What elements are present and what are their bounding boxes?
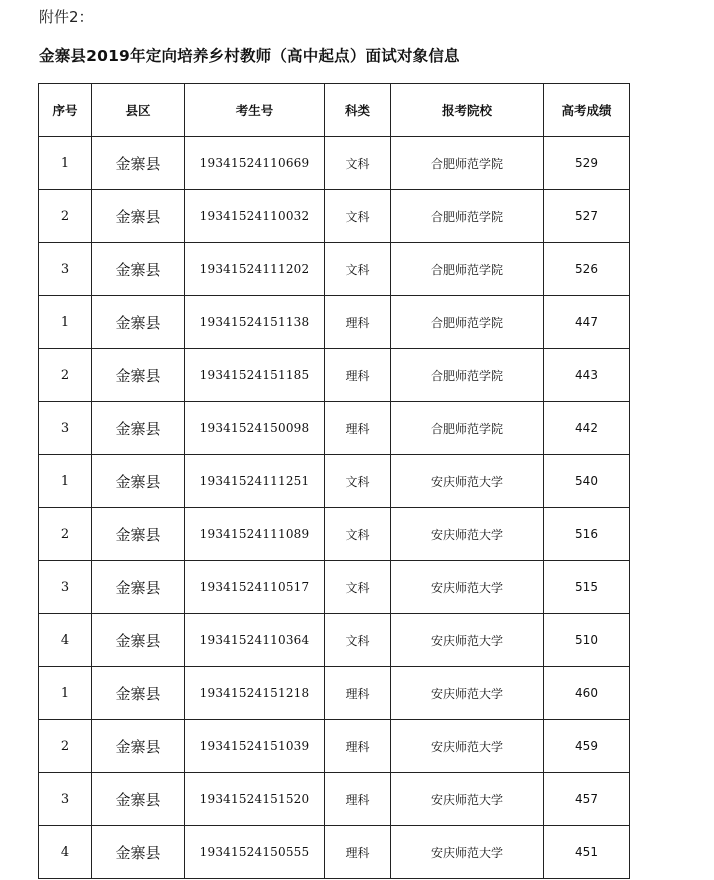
table-row <box>39 137 630 190</box>
cell-score: 460 <box>544 667 630 720</box>
cell-no: 3 <box>39 402 92 455</box>
table-row <box>39 826 630 879</box>
cell-exam-id: 19341524150098 <box>185 402 325 455</box>
cell-subject: 理科 <box>325 402 391 455</box>
cell-county: 金寨县 <box>92 243 185 296</box>
cell-school: 安庆师范大学 <box>391 614 544 667</box>
cell-exam-id: 19341524151520 <box>185 773 325 826</box>
table-row <box>39 296 630 349</box>
cell-subject: 理科 <box>325 296 391 349</box>
cell-school: 安庆师范大学 <box>391 561 544 614</box>
cell-school: 安庆师范大学 <box>391 667 544 720</box>
table-row <box>39 720 630 773</box>
cell-exam-id: 19341524110364 <box>185 614 325 667</box>
cell-score: 529 <box>544 137 630 190</box>
cell-school: 合肥师范学院 <box>391 402 544 455</box>
cell-subject: 理科 <box>325 720 391 773</box>
table-row <box>39 402 630 455</box>
cell-subject: 文科 <box>325 508 391 561</box>
cell-exam-id: 19341524111202 <box>185 243 325 296</box>
cell-no: 3 <box>39 561 92 614</box>
cell-exam-id: 19341524110032 <box>185 190 325 243</box>
cell-no: 1 <box>39 296 92 349</box>
cell-county: 金寨县 <box>92 402 185 455</box>
cell-score: 515 <box>544 561 630 614</box>
cell-no: 3 <box>39 243 92 296</box>
cell-score: 442 <box>544 402 630 455</box>
cell-school: 合肥师范学院 <box>391 349 544 402</box>
table-row <box>39 561 630 614</box>
cell-subject: 文科 <box>325 561 391 614</box>
cell-school: 合肥师范学院 <box>391 296 544 349</box>
cell-subject: 文科 <box>325 137 391 190</box>
cell-no: 1 <box>39 667 92 720</box>
cell-no: 4 <box>39 614 92 667</box>
cell-county: 金寨县 <box>92 826 185 879</box>
cell-no: 4 <box>39 826 92 879</box>
cell-exam-id: 19341524111089 <box>185 508 325 561</box>
cell-school: 合肥师范学院 <box>391 190 544 243</box>
attachment-label: 附件2： <box>39 8 94 26</box>
cell-exam-id: 19341524111251 <box>185 455 325 508</box>
header-exam-id: 考生号 <box>185 84 325 137</box>
cell-county: 金寨县 <box>92 455 185 508</box>
cell-no: 2 <box>39 349 92 402</box>
cell-score: 447 <box>544 296 630 349</box>
cell-county: 金寨县 <box>92 190 185 243</box>
cell-subject: 理科 <box>325 667 391 720</box>
cell-score: 451 <box>544 826 630 879</box>
cell-county: 金寨县 <box>92 720 185 773</box>
cell-school: 合肥师范学院 <box>391 137 544 190</box>
interview-candidates-table <box>38 83 630 879</box>
cell-school: 安庆师范大学 <box>391 508 544 561</box>
cell-county: 金寨县 <box>92 773 185 826</box>
table-row <box>39 455 630 508</box>
cell-score: 510 <box>544 614 630 667</box>
cell-county: 金寨县 <box>92 561 185 614</box>
header-subject: 科类 <box>325 84 391 137</box>
table-row <box>39 773 630 826</box>
cell-county: 金寨县 <box>92 508 185 561</box>
cell-subject: 理科 <box>325 826 391 879</box>
cell-subject: 理科 <box>325 773 391 826</box>
cell-score: 443 <box>544 349 630 402</box>
cell-county: 金寨县 <box>92 296 185 349</box>
cell-no: 3 <box>39 773 92 826</box>
cell-score: 540 <box>544 455 630 508</box>
cell-county: 金寨县 <box>92 667 185 720</box>
cell-subject: 文科 <box>325 243 391 296</box>
cell-exam-id: 19341524150555 <box>185 826 325 879</box>
table-row <box>39 508 630 561</box>
table-row <box>39 667 630 720</box>
cell-exam-id: 19341524151218 <box>185 667 325 720</box>
header-no: 序号 <box>39 84 92 137</box>
header-score: 高考成绩 <box>544 84 630 137</box>
cell-county: 金寨县 <box>92 137 185 190</box>
cell-exam-id: 19341524110669 <box>185 137 325 190</box>
cell-subject: 文科 <box>325 455 391 508</box>
cell-score: 527 <box>544 190 630 243</box>
cell-no: 1 <box>39 137 92 190</box>
cell-score: 516 <box>544 508 630 561</box>
cell-score: 526 <box>544 243 630 296</box>
cell-exam-id: 19341524151138 <box>185 296 325 349</box>
cell-subject: 理科 <box>325 349 391 402</box>
cell-no: 2 <box>39 508 92 561</box>
cell-no: 2 <box>39 720 92 773</box>
table-row <box>39 243 630 296</box>
cell-score: 457 <box>544 773 630 826</box>
cell-county: 金寨县 <box>92 349 185 402</box>
cell-no: 1 <box>39 455 92 508</box>
table-row <box>39 190 630 243</box>
cell-exam-id: 19341524110517 <box>185 561 325 614</box>
cell-school: 安庆师范大学 <box>391 720 544 773</box>
cell-exam-id: 19341524151039 <box>185 720 325 773</box>
table-header-row <box>39 84 630 137</box>
cell-school: 安庆师范大学 <box>391 773 544 826</box>
cell-exam-id: 19341524151185 <box>185 349 325 402</box>
table-row <box>39 349 630 402</box>
cell-county: 金寨县 <box>92 614 185 667</box>
cell-school: 合肥师范学院 <box>391 243 544 296</box>
header-school: 报考院校 <box>391 84 544 137</box>
header-county: 县区 <box>92 84 185 137</box>
cell-subject: 文科 <box>325 190 391 243</box>
table-row <box>39 614 630 667</box>
document-title: 金寨县2019年定向培养乡村教师（高中起点）面试对象信息 <box>39 47 460 65</box>
cell-subject: 文科 <box>325 614 391 667</box>
cell-school: 安庆师范大学 <box>391 826 544 879</box>
cell-school: 安庆师范大学 <box>391 455 544 508</box>
cell-score: 459 <box>544 720 630 773</box>
cell-no: 2 <box>39 190 92 243</box>
